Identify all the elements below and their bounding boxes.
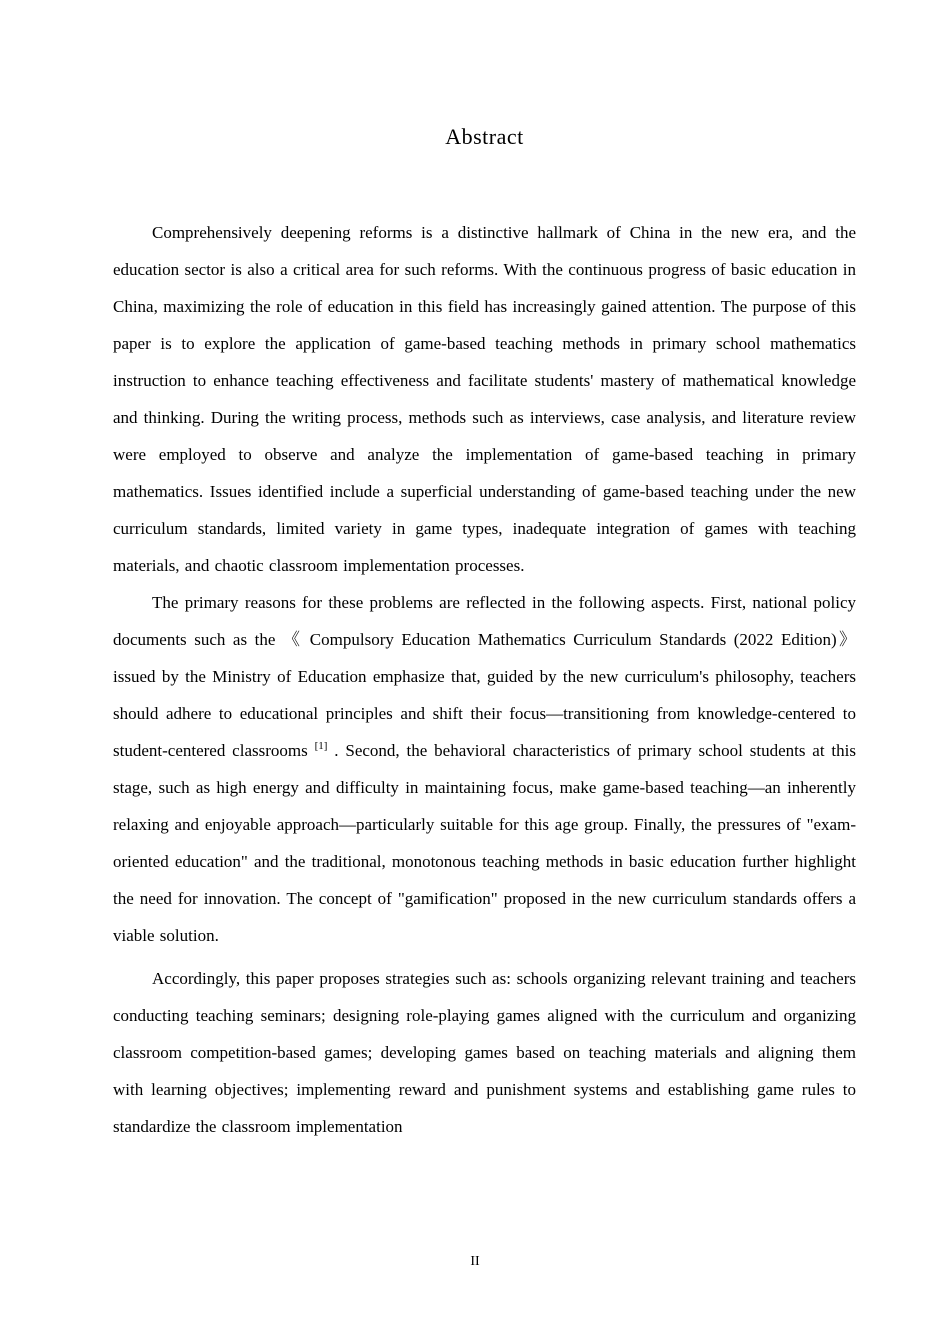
paragraph-2-text-continued: . Second, the behavioral characteristics of primary school students at this stage, such as high energy and difficulty in maintaining focus, make game-based teaching—an inherently relaxing and enjoyable approach—particularly suitable for this age group. Finally, the pressures of "exam-oriented education" and the traditional, monotonous teaching methods in basic education further highlight the need for innovation. The concept of "gamification" proposed in the new curriculum standards offers a viable solution. [113, 741, 856, 945]
footnote-reference-1: [1] [314, 740, 328, 752]
page-number: II [470, 1254, 480, 1269]
paragraph-3: Accordingly, this paper proposes strategies such as: schools organizing relevant training and teachers conducting teaching seminars; designing role-playing games aligned with the curriculum and organizing classroom competition-based games; developing games based on teaching materials and aligning them with learning objectives; implementing reward and punishment systems and establishing game rules to standardize the classroom implementation [113, 969, 856, 1136]
paragraph-2 [113, 584, 856, 954]
paragraph-1: Comprehensively deepening reforms is a distinctive hallmark of China in the new era, and the education sector is also a critical area for such reforms. With the continuous progress of basic education in China, maximizing the role of education in this field has increasingly gained attention. The purpose of this paper is to explore the application of game-based teaching methods in primary school mathematics instruction to enhance teaching effectiveness and facilitate students' mastery of mathematical knowledge and thinking. During the writing process, methods such as interviews, case analysis, and literature review were employed to observe and analyze the implementation of game-based teaching in primary mathematics. Issues identified include a superficial understanding of game-based teaching under the new curriculum standards, limited variety in game types, inadequate integration of games with teaching materials, and chaotic classroom implementation processes. [113, 223, 856, 575]
paragraph-2-text: The primary reasons for these problems are reflected in the following aspects. First, national policy documents such as the 《 Compulsory Education Mathematics Curriculum Standards (2022 Edition)》 issued by the Ministry of Education emphasize that, guided by the new curriculum's philosophy, teachers should adhere to educational principles and shift their focus—transitioning from knowledge-centered to student-centered classrooms [113, 593, 856, 760]
page-title: Abstract [445, 124, 524, 149]
